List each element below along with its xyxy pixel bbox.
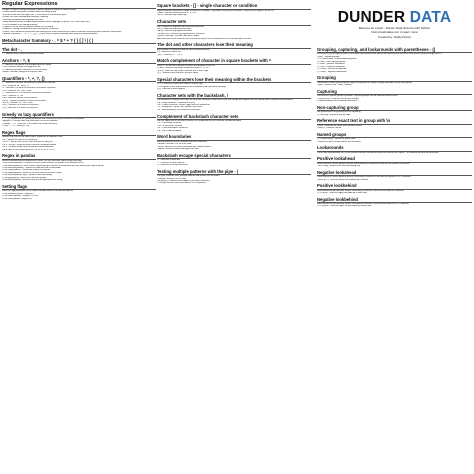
section-line: • [^ ] - matches any character except a space (157, 72, 199, 75)
section-line: • \w+(?=ing) - matches the word preceding 'ing' (317, 165, 361, 168)
brand-block (317, 10, 472, 45)
brand-name-part2: DATA (409, 9, 452, 26)
section-line: • (?:ab)+(\d) - captures only the digit (317, 113, 351, 116)
section-line: • $ - Anchors previous characters to end of string (2, 68, 47, 71)
section-line: • \d - a digit character - equivalent to [0-9] (157, 101, 196, 104)
section-title: Match complement of character in square brackets with ^ (157, 58, 311, 64)
section-title: Backslash escape special characters (157, 153, 311, 159)
section-line: • s.str.extract(pattern) - must contain capture groups. Returns a DataFrame with one column per capture group (2, 164, 104, 167)
column-right (317, 1, 472, 208)
section-line: • Regexes - strings composed of literal and special characters (2, 28, 59, 31)
section-line: • s.str.contains(pattern) - boolean for each value whether the pattern was matched or not (2, 162, 84, 165)
section-title: Non-capturing group (317, 105, 472, 111)
section-line: Options to be set for the entire regex. Import the re module to use. (2, 136, 63, 139)
section-line: • s.str.split(pattern) - splits each string on pattern (2, 176, 47, 179)
section-line: • Regexes can be used in pandas without the re module (2, 25, 54, 28)
section-title: Quantifiers - *, +, ?, {} (2, 76, 156, 82)
column-left (2, 1, 156, 200)
section-title: Positive lookahead (317, 156, 472, 162)
section-line: • \. - matches a literal dot (157, 159, 180, 162)
section-line: • cat|dog - matches 'cat' or 'dog' (157, 177, 187, 180)
section-title: Testing multiple patterns with the pipe - | (157, 169, 311, 175)
section-line: • x*a - matches 'xa', 'xxxa', 'a' (2, 84, 29, 87)
section-line: • (?<!\$)\b\d+ - matches digits not preceded by a dollar sign (317, 205, 372, 208)
section-line: • \D - a non-digit character (157, 122, 182, 125)
section-line: • ^ab - matches strings that begin with 'ab' (2, 66, 41, 69)
section-line: • Names become column names with str.extract (317, 140, 361, 143)
section-line: • (ab)+ - matches 'ab', 'abab', 'ababab' (317, 84, 353, 87)
section-line: • {m} - Matches exactly m occurrences (2, 97, 38, 100)
section-title: Negative lookahead (317, 170, 472, 176)
section-line: • \s - whitespace - space, tab, newline and others (157, 106, 203, 109)
section-line: • [a-z] - matches any lowercase letter (157, 27, 192, 30)
section-line: • (?=abc) - positive lookahead (317, 63, 345, 66)
section-line: • data$ - matches strings that end with 'data' (2, 71, 43, 74)
section-line: • The re module in the standard library (2, 23, 38, 26)
section-line: • Special characters - . ^ $ * + ? { } [ ] \ | ( ) each have a special meaning. Also known as metacharacters (2, 33, 98, 36)
section-title: Regex in pandas (2, 153, 156, 159)
section-line: • Miniature programming language with rules (2, 18, 44, 21)
section-title: Lookarounds (317, 145, 472, 151)
section-line: • [abc] - matches exactly one of 'a', 'b', or 'c' (157, 12, 197, 15)
section-line: • {,n} - Matches n or fewer occurrences (2, 106, 38, 109)
section-title: Special characters lose their meaning within the brackets (157, 77, 311, 83)
section-line: • Extract emails and phone numbers within the body of text (2, 11, 57, 14)
section-line: Any character can be used for start and end as long as the unicode point of the start precedes the end (157, 37, 251, 40)
section-line: • s.str.contains('pattern', flags=re.I) (2, 192, 34, 195)
section-line: Looks behind current position without consuming characters to test that the pattern is NOT matched (317, 203, 409, 206)
section-line: Several methods directly following the Series .str accessor take regex strings and flags (2, 159, 82, 162)
section-title: Capturing (317, 89, 472, 95)
section-line: Use the uppercase of the letter to match the complement of the character set defined above (157, 119, 242, 122)
section-line: • re.S - the dot . matches every character including newline (2, 143, 57, 146)
section-line: • s.str.count('pattern', flags=re.X) (2, 197, 32, 200)
section-title: Greedy vs lazy quantifiers (2, 112, 156, 118)
brand-credit: Created by Teddy Petrou (377, 34, 412, 39)
section-line: Use a hyphen to separate start and end characters (157, 25, 204, 28)
brand-url: Visit dunderdata.com to learn more (371, 30, 418, 35)
brand-name-part1: DUNDER (337, 9, 406, 26)
section-line: • * - Matches 0 or more occurrences of previous character (2, 82, 56, 85)
section-line: • Greedy - 'T.*e' - matches 'The cookies are sweet and tasty' (2, 122, 58, 125)
section-title: Metacharacter Summary - . ^ $ * + ? { } [ ] \ | ( ) (2, 38, 156, 44)
section-line: • (ab)c\1 - matches 'abcab' (317, 127, 342, 130)
section-line: • \* - matches a literal asterisk (157, 161, 185, 164)
section-line: • {m,} - Matches m or more occurrences (2, 104, 39, 107)
section-title: Reference exact text in group with \n (317, 118, 472, 124)
section-line: • re.A - ASCII only matching for \w, \W, \b, \B, \d, \D, \s, \S (2, 148, 55, 151)
section-line: • (?P<year>\d{4}) - names the group 'year' (317, 138, 356, 141)
section-line: • \b - word boundary - no character is matched (157, 108, 200, 111)
section-title: Named groups (317, 132, 472, 138)
section-line: The backslash is always used with the very next character. Make sure to use raw strings with regexes so that Python doesn't interpret the backslash (157, 99, 293, 102)
section-line: Pass the flags parameter the re module variable name to set different options (2, 190, 74, 193)
section-title: Square brackets - [] - single character or condition (157, 3, 311, 9)
section-line: • [a.c] - matches 'a', '.', or 'c' (157, 53, 183, 56)
section-line: These look ahead/behind the current position without consuming characters and do not capture. The lookaround must be fixed width (317, 151, 439, 154)
section-line: • \S - a non-whitespace character (157, 127, 188, 130)
section-title: Word boundaries (157, 134, 311, 140)
section-line: The pipe character tests multiple patterns and returns the first match (157, 175, 220, 178)
section-line: • \W - a non-word character (157, 124, 183, 127)
section-line: • Captured groups are numbered starting at 1 (317, 100, 359, 103)
section-line: • + - Matches 1 or more occurrences of previous character (2, 87, 56, 90)
section-line: • s.str.extract('pattern', flags=re.I | re.M) (2, 195, 39, 198)
section-line: • Literal - the characters themselves and nothing else. Most characters are literal characters except special characters (see below) (2, 30, 122, 33)
section-line: • (?!abc) - negative lookahead (317, 65, 345, 68)
section-title: Positive lookbehind (317, 183, 472, 189)
section-line: Square brackets represent a single character or condition. They match exactly one character. They can be thought of as an OR (157, 9, 274, 12)
section-line: Word boundaries match a position and not a character (157, 140, 207, 143)
section-line: • The hyphen, caret and backslash are exceptions and may need escaping (157, 85, 226, 88)
section-title: Anchors - ^, $ (2, 58, 156, 64)
section-line: • * + ? {} - quantifiers are greedy by default and consume as many characters as possible (2, 117, 84, 120)
section-line: Place a ^ as the first character to match the opposite of the set (157, 64, 215, 67)
section-line: Looks ahead of current position without consuming any characters to test that the pattern is matched (317, 162, 410, 165)
section-title: Grouping, capturing, and lookarounds with parentheses - () (317, 47, 472, 53)
section-line: • [.*+] - matches a literal dot, asterisk, or plus sign (157, 83, 203, 86)
section-title: The dot - . (2, 47, 156, 53)
section-line: • (?P<name>abc) - named capturing group (317, 58, 357, 61)
section-line: • . - Matches any character except line breaks (2, 52, 45, 55)
section-line: • re.I - ignore the case of all characters (2, 138, 38, 141)
section-line: • s.str.replace(pattern, repl) - replaces matched strings (2, 174, 52, 177)
section-line: • \w - a word character - letters, digits and the underscore (157, 103, 210, 106)
section-line: • [^abc] - matches any single character except 'a', 'b', or 'c' (157, 67, 211, 70)
section-line: Looks ahead of current position without consuming characters to test that the pattern is NOT matched (317, 176, 411, 179)
section-title: Complement of backslash character sets (157, 114, 311, 120)
section-line: • s.str.findall(pattern) - returns a list of all matches for each string (2, 171, 62, 174)
section-line: • x{2,4} - matches 'xx', 'xxx', 'xxxx' (2, 101, 33, 104)
section-line: • Find all sentences that begin with 'I' or end with an exclamation point (2, 13, 67, 16)
section-line: • \B - not a word boundary (157, 129, 182, 132)
section-title: Regex flags (2, 130, 156, 136)
section-line: • (abc) - capturing group (317, 55, 340, 58)
section-line: • \bcat\b - matches 'cat' as a full word (157, 143, 192, 146)
section-line: • re.X - verbose mode allows comments and whitespace (2, 146, 54, 149)
section-line: • \bdata - matches words that begin with 'data' (157, 148, 200, 151)
section-line: • (?<=abc) - positive lookbehind (317, 68, 347, 71)
section-line: • (\w)\1 - matches the same word character twice (317, 124, 362, 127)
section-line: Parentheses always group together regex and provide the ability to apply quantifiers to the entire group (317, 81, 412, 84)
section-line: Parentheses group together parts of the regex and provide other special functionality and have their own special syntax to begin with a ? (317, 53, 443, 56)
section-line: • The pipe has the lowest precedence of all operators (157, 182, 206, 185)
column-right-body (317, 47, 472, 208)
section-line: • {m,n} - Matches between m and n occurrences (2, 99, 47, 102)
section-title: Negative lookbehind (317, 197, 472, 203)
section-title: Character sets with the backslash, \ (157, 93, 311, 99)
section-line: • Extract the word immediately following 'company' (2, 16, 49, 19)
section-line: • [\u0041-\u005A] - unicode code point ranges (157, 35, 200, 38)
section-title: Regular Expressions (2, 1, 156, 9)
column-middle (157, 1, 311, 185)
section-line: Use parentheses for grouping but not capturing (317, 111, 361, 114)
section-line: Parentheses capture groups by default. Captured groups can be extracted from the text (317, 95, 398, 98)
brand-logo (317, 10, 472, 26)
section-line: • [A-Z] - matches any uppercase letter (157, 30, 192, 33)
section-title: Character sets (157, 19, 311, 25)
section-line: • Many different flavors of regex implemented in other languages (Python, Perl, JavaScript, etc.) (2, 21, 91, 24)
section-line: • [0-9] - matches any single digit (157, 14, 187, 17)
section-line: • (?<=\$)\d+ - matches digits preceded by a dollar sign (317, 192, 367, 194)
section-line: • Lazy - 'T.*?e' - matches 'The' (2, 125, 30, 128)
section-line: • s.str.extractall(pattern) - extracts all matches into a DataFrame (2, 166, 61, 169)
section-title: Setting flags (2, 184, 156, 190)
section-line: • ? - Matches 0 or 1 occurrence of previous character (2, 92, 51, 95)
section-line: • x+a - matches 'xa', 'xxa', 'xxxa' (2, 89, 32, 92)
section-line: • ^ - Anchors the pattern to the beginning of the string (2, 63, 51, 66)
section-line: • \b\w+\b(?!,) - matches words not followed by a comma (317, 178, 369, 181)
section-line: • s.str.count(pattern) - counts the number of matches (2, 169, 51, 172)
section-line: Looks behind current position without consuming characters to test that the pattern is matched (317, 189, 404, 192)
section-line: • \Bcat - matches 'cat' that is preceded by a word character (157, 145, 212, 148)
section-line: • Append ? to make them lazy and match as few as possible (2, 120, 58, 123)
section-line: • s.str.match(pattern) - matches only at the beginning of the string (2, 179, 63, 182)
section-line: • [.] - matches a literal dot (157, 51, 181, 54)
section-line: • [a-zA-Z0-9] - matches any alphanumeric character (157, 32, 205, 35)
section-line: • (?<!abc) - negative lookbehind (317, 70, 347, 73)
section-line: • \\ - matches the literal backslash (157, 164, 188, 167)
section-line: • [^0-9] - matches any single character that is not a digit (157, 69, 209, 72)
section-line: • [\-] - matches a literal hyphen (157, 88, 186, 91)
section-line: Any number of characters may be placed inside brackets (157, 48, 210, 51)
section-title: Grouping (317, 75, 472, 81)
brand-tagline: Become an expert - Master Data Science with Python (358, 26, 431, 30)
section-line: • \d{3}|\w{2} - matches three digits or two word characters (157, 180, 210, 182)
section-line: • re.M - ^ and $ match at the start and end of every line (2, 141, 53, 144)
section-line: • (\d{3})-(\d{4}) - captures two groups of digits (317, 97, 359, 100)
section-title: The dot and other characters lose their meaning (157, 42, 311, 48)
section-line: • ab? - matches 'a', 'ab' (2, 94, 24, 97)
section-line: • (?:abc) - non-capturing group (317, 60, 346, 63)
section-line: • Regex - a special string describing a specific pattern to match in another string (2, 8, 76, 11)
